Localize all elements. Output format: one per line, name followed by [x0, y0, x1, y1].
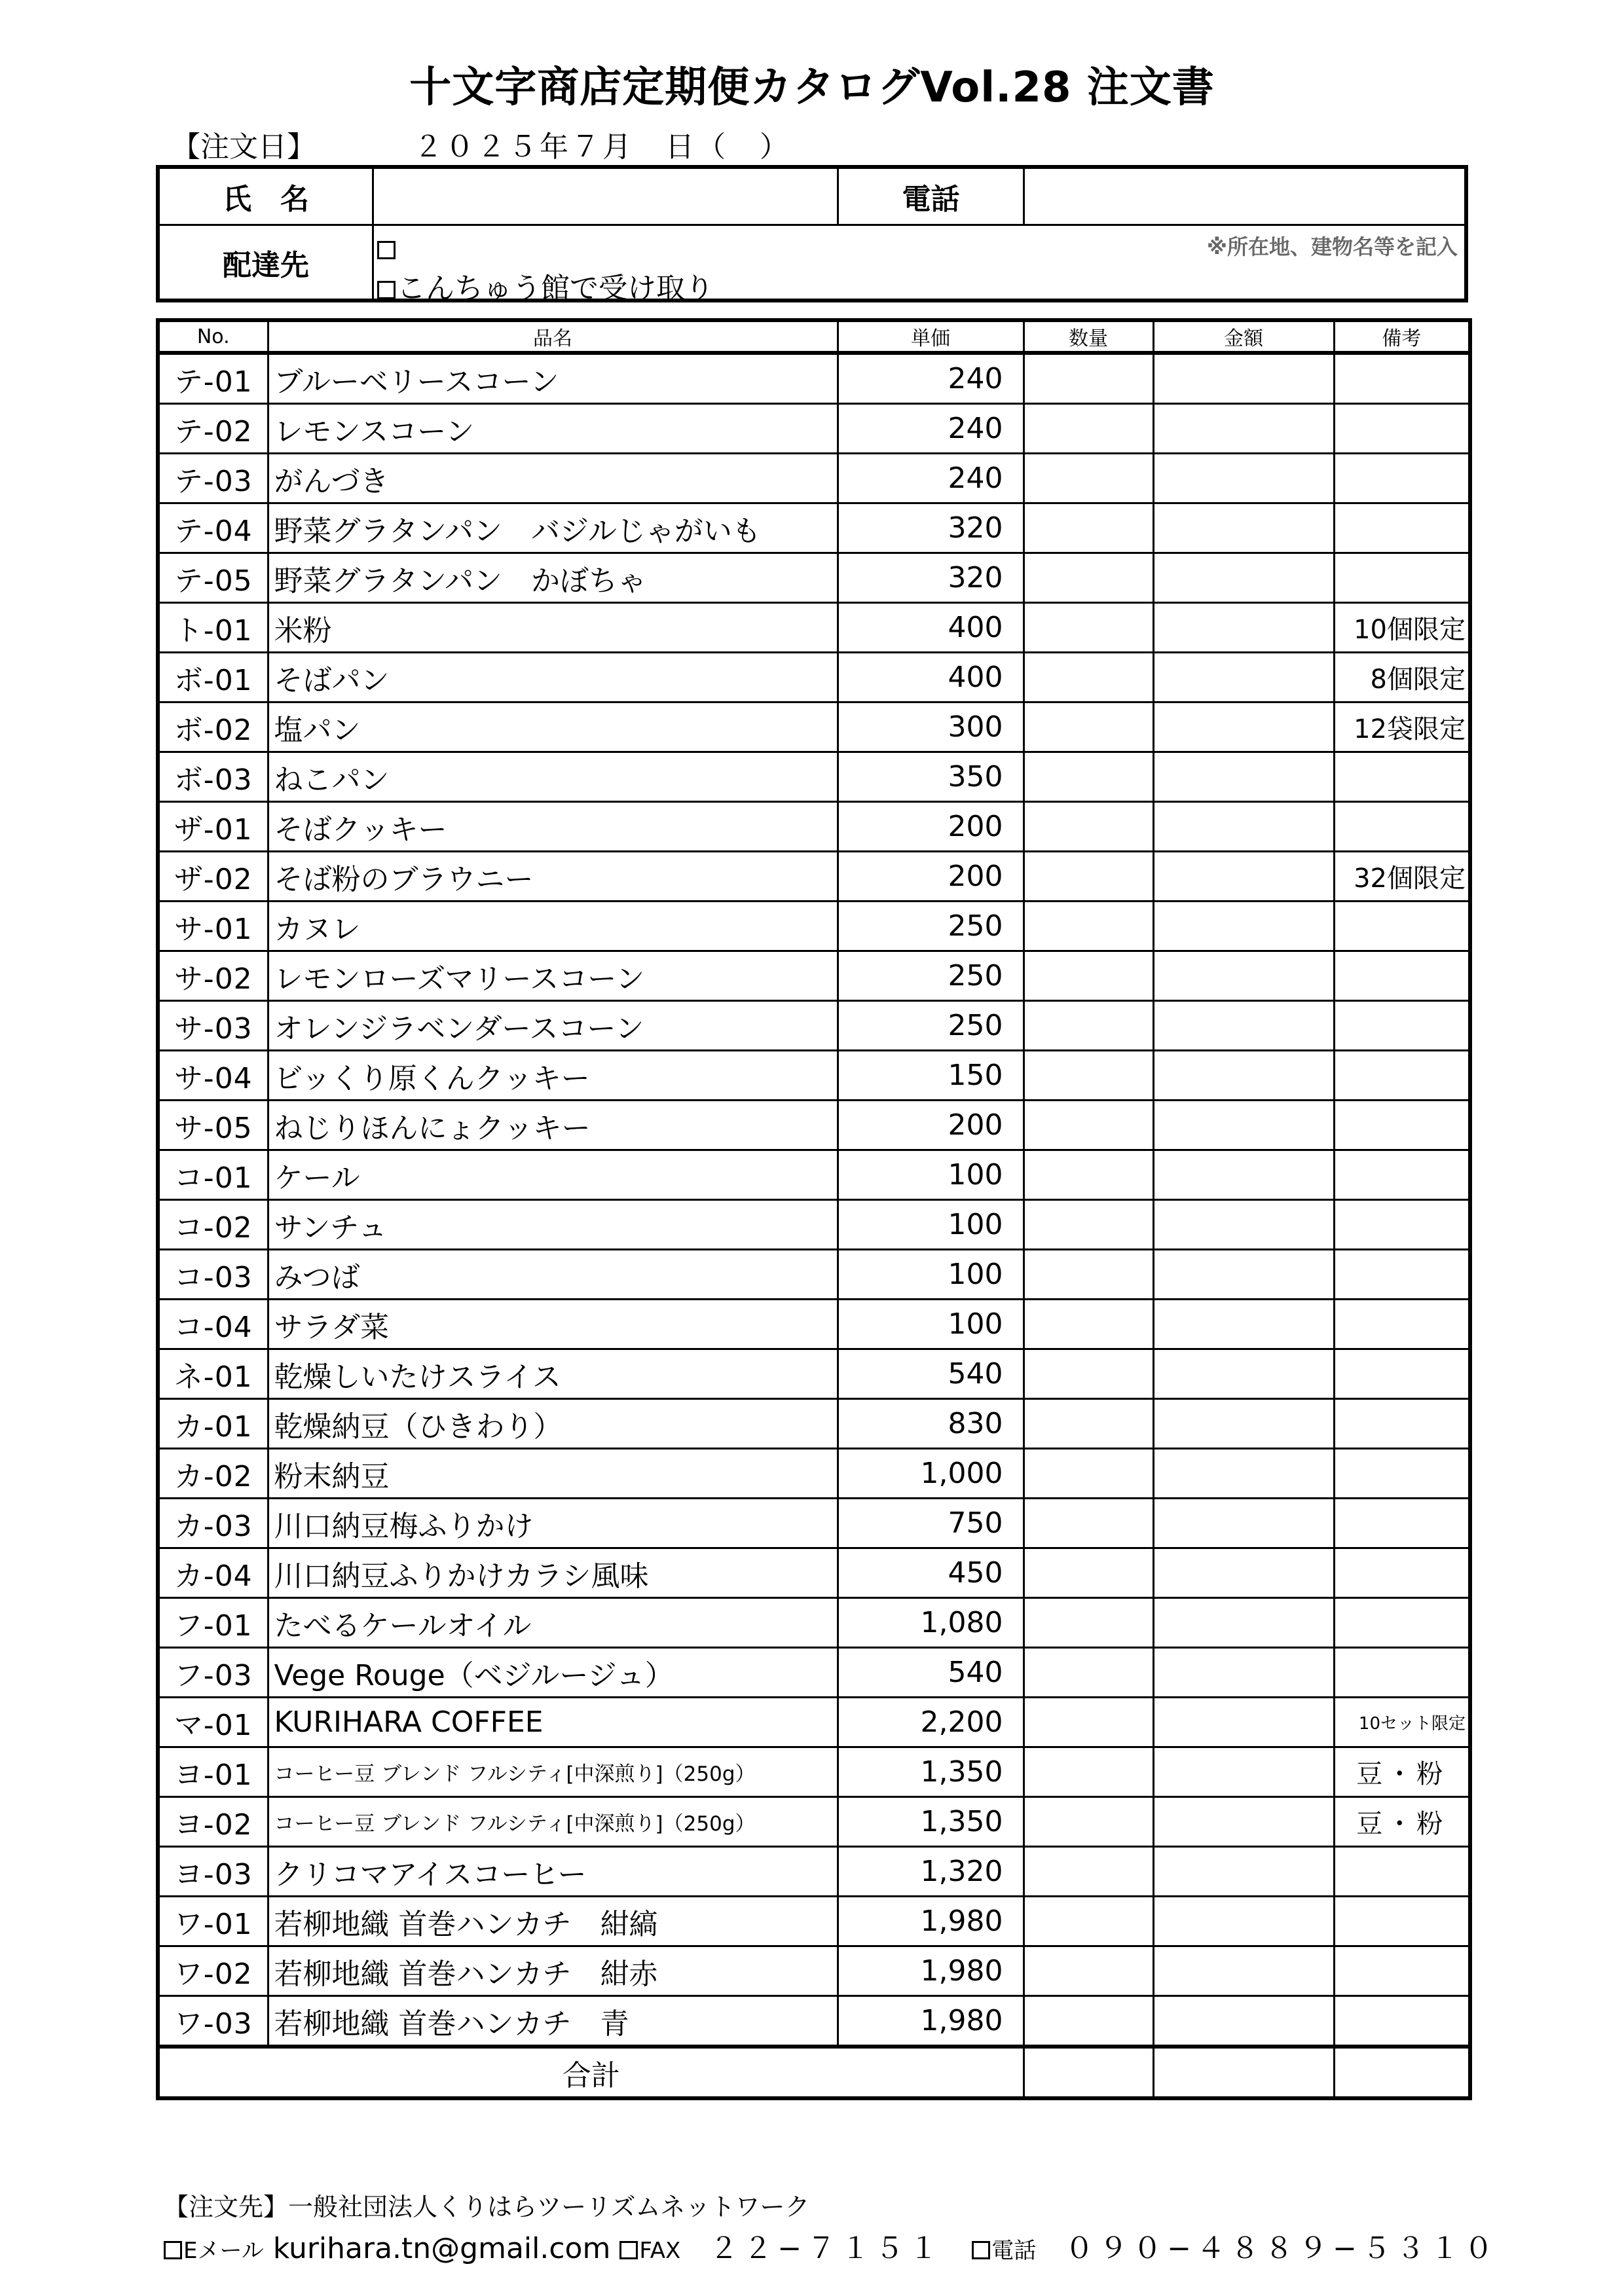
header-name: 品名: [268, 320, 838, 353]
item-qty-cell[interactable]: [1024, 1698, 1153, 1747]
table-row: [158, 1996, 1470, 2047]
item-qty-cell[interactable]: [1024, 1897, 1153, 1946]
item-name: 野菜グラタンパン かぼちゃ: [268, 553, 838, 603]
item-qty-cell[interactable]: [1024, 1946, 1153, 1996]
item-amount-cell[interactable]: [1153, 1598, 1334, 1648]
item-no: コ-03: [158, 1250, 268, 1300]
item-amount-cell[interactable]: [1153, 1996, 1334, 2047]
total-qty-cell[interactable]: [1024, 2047, 1153, 2098]
item-name: コーヒー豆 ブレンド フルシティ[中深煎り]（250g）: [268, 1747, 838, 1797]
item-no: カ-02: [158, 1449, 268, 1499]
item-no: フ-03: [158, 1648, 268, 1698]
order-date-value[interactable]: ２０２５年７月 日（ ）: [414, 130, 791, 164]
item-amount-cell[interactable]: [1153, 1698, 1334, 1747]
table-row: [158, 1150, 1470, 1200]
item-name: そば粉のブラウニー: [268, 852, 838, 902]
item-qty-cell[interactable]: [1024, 1449, 1153, 1499]
table-row: [158, 1051, 1470, 1101]
item-note: [1334, 1996, 1470, 2047]
table-row: [158, 752, 1470, 802]
item-price: 1,980: [838, 1897, 1024, 1946]
item-amount-cell[interactable]: [1153, 653, 1334, 702]
item-note: [1334, 1548, 1470, 1598]
item-amount-cell[interactable]: [1153, 702, 1334, 752]
item-qty-cell[interactable]: [1024, 1996, 1153, 2047]
item-amount-cell[interactable]: [1153, 503, 1334, 553]
item-no: ヨ-01: [158, 1747, 268, 1797]
item-note: [1334, 1449, 1470, 1499]
item-amount-cell[interactable]: [1153, 1747, 1334, 1797]
pickup-option-label: こんちゅう館で受け取り: [397, 272, 714, 305]
item-note: [1334, 902, 1470, 951]
total-row: [158, 2047, 1470, 2098]
table-row: [158, 1001, 1470, 1051]
item-no: ザ-02: [158, 852, 268, 902]
item-price: 300: [838, 702, 1024, 752]
item-note: 32個限定: [1334, 852, 1470, 902]
item-no: ワ-02: [158, 1946, 268, 1996]
order-date: [172, 123, 791, 165]
checkbox-icon[interactable]: [377, 281, 396, 299]
item-qty-cell[interactable]: [1024, 653, 1153, 702]
item-no: ボ-02: [158, 702, 268, 752]
item-price: 100: [838, 1300, 1024, 1349]
item-name: ねじりほんにょクッキー: [268, 1101, 838, 1150]
item-note: [1334, 1051, 1470, 1101]
item-name: 若柳地織 首巻ハンカチ 青: [268, 1996, 838, 2047]
header-no: No.: [158, 320, 268, 353]
item-price: 1,980: [838, 1946, 1024, 1996]
page-title: 十文字商店定期便カタログVol.28 注文書: [409, 64, 1215, 112]
item-price: 250: [838, 1001, 1024, 1051]
name-field[interactable]: [374, 169, 837, 224]
phone-contact-label: 電話: [991, 2238, 1037, 2264]
item-price: 400: [838, 653, 1024, 702]
item-name: 川口納豆梅ふりかけ: [268, 1499, 838, 1548]
phone-label: 電話: [902, 183, 960, 216]
item-qty-cell[interactable]: [1024, 1051, 1153, 1101]
item-name: 粉末納豆: [268, 1449, 838, 1499]
total-note-cell: [1334, 2047, 1470, 2098]
item-no: フ-01: [158, 1598, 268, 1648]
table-row: [158, 503, 1470, 553]
table-row: [158, 902, 1470, 951]
item-qty-cell[interactable]: [1024, 553, 1153, 603]
item-no: サ-04: [158, 1051, 268, 1101]
item-name: みつば: [268, 1250, 838, 1300]
item-note: 10個限定: [1334, 603, 1470, 653]
table-row: [158, 1250, 1470, 1300]
item-price: 320: [838, 553, 1024, 603]
item-amount-cell[interactable]: [1153, 1051, 1334, 1101]
item-name: そばクッキー: [268, 802, 838, 852]
header-qty: 数量: [1024, 320, 1153, 353]
item-no: テ-04: [158, 503, 268, 553]
item-amount-cell[interactable]: [1153, 1300, 1334, 1349]
total-label: 合計: [158, 2047, 1024, 2098]
item-no: ボ-01: [158, 653, 268, 702]
item-qty-cell[interactable]: [1024, 852, 1153, 902]
item-note: [1334, 553, 1470, 603]
item-qty-cell[interactable]: [1024, 1648, 1153, 1698]
table-row: [158, 1548, 1470, 1598]
item-price: 2,200: [838, 1698, 1024, 1747]
table-row: [158, 702, 1470, 752]
item-amount-cell[interactable]: [1153, 404, 1334, 454]
contact-line: [164, 2225, 1498, 2267]
item-name: Vege Rouge（ベジルージュ）: [268, 1648, 838, 1698]
item-name: 乾燥納豆（ひきわり）: [268, 1399, 838, 1449]
item-price: 750: [838, 1499, 1024, 1548]
item-price: 540: [838, 1349, 1024, 1399]
item-note: [1334, 1001, 1470, 1051]
item-qty-cell[interactable]: [1024, 1150, 1153, 1200]
item-name: 若柳地織 首巻ハンカチ 紺赤: [268, 1946, 838, 1996]
item-note: [1334, 1648, 1470, 1698]
item-amount-cell[interactable]: [1153, 353, 1334, 404]
table-header-row: [158, 320, 1470, 353]
item-name: がんづき: [268, 454, 838, 503]
table-row: [158, 1698, 1470, 1747]
item-note: 10セット限定: [1334, 1698, 1470, 1747]
item-no: テ-03: [158, 454, 268, 503]
item-name: コーヒー豆 ブレンド フルシティ[中深煎り]（250g）: [268, 1797, 838, 1847]
item-price: 100: [838, 1250, 1024, 1300]
item-qty-cell[interactable]: [1024, 1598, 1153, 1648]
item-price: 150: [838, 1051, 1024, 1101]
item-amount-cell[interactable]: [1153, 1499, 1334, 1548]
item-name: サラダ菜: [268, 1300, 838, 1349]
item-qty-cell[interactable]: [1024, 702, 1153, 752]
item-qty-cell[interactable]: [1024, 1499, 1153, 1548]
item-qty-cell[interactable]: [1024, 1349, 1153, 1399]
table-row: [158, 1847, 1470, 1897]
item-no: ワ-03: [158, 1996, 268, 2047]
item-qty-cell[interactable]: [1024, 1250, 1153, 1300]
item-name: たべるケールオイル: [268, 1598, 838, 1648]
item-amount-cell[interactable]: [1153, 1648, 1334, 1698]
phone-field[interactable]: [1025, 169, 1464, 224]
item-no: サ-02: [158, 951, 268, 1001]
item-amount-cell[interactable]: [1153, 1449, 1334, 1499]
header-note: 備考: [1334, 320, 1470, 353]
item-amount-cell[interactable]: [1153, 1349, 1334, 1399]
item-note: [1334, 951, 1470, 1001]
item-amount-cell[interactable]: [1153, 852, 1334, 902]
item-name: ビッくり原くんクッキー: [268, 1051, 838, 1101]
item-note: 8個限定: [1334, 653, 1470, 702]
item-price: 200: [838, 852, 1024, 902]
order-date-label: 【注文日】: [172, 130, 316, 164]
item-price: 320: [838, 503, 1024, 553]
item-qty-cell[interactable]: [1024, 503, 1153, 553]
item-qty-cell[interactable]: [1024, 1399, 1153, 1449]
item-amount-cell[interactable]: [1153, 603, 1334, 653]
item-price: 250: [838, 902, 1024, 951]
table-row: [158, 353, 1470, 404]
item-note: [1334, 1300, 1470, 1349]
item-amount-cell[interactable]: [1153, 1001, 1334, 1051]
table-row: [158, 1598, 1470, 1648]
table-row: [158, 1797, 1470, 1847]
item-amount-cell[interactable]: [1153, 1847, 1334, 1897]
item-price: 100: [838, 1150, 1024, 1200]
table-row: [158, 1200, 1470, 1250]
item-no: ヨ-02: [158, 1797, 268, 1847]
item-price: 250: [838, 951, 1024, 1001]
item-name: ねこパン: [268, 752, 838, 802]
item-no: カ-01: [158, 1399, 268, 1449]
item-name: ケール: [268, 1150, 838, 1200]
item-qty-cell[interactable]: [1024, 802, 1153, 852]
item-note: [1334, 353, 1470, 404]
table-row: [158, 852, 1470, 902]
table-row: [158, 1897, 1470, 1946]
item-name: 乾燥しいたけスライス: [268, 1349, 838, 1399]
item-name: ブルーベリースコーン: [268, 353, 838, 404]
item-price: 1,080: [838, 1598, 1024, 1648]
item-amount-cell[interactable]: [1153, 902, 1334, 951]
table-row: [158, 802, 1470, 852]
item-no: コ-04: [158, 1300, 268, 1349]
item-no: コ-02: [158, 1200, 268, 1250]
item-price: 1,350: [838, 1747, 1024, 1797]
item-note: [1334, 1399, 1470, 1449]
item-qty-cell[interactable]: [1024, 752, 1153, 802]
item-qty-cell[interactable]: [1024, 1300, 1153, 1349]
total-amount-cell[interactable]: [1153, 2047, 1334, 2098]
item-price: 350: [838, 752, 1024, 802]
item-note: [1334, 802, 1470, 852]
item-no: ワ-01: [158, 1897, 268, 1946]
item-note: 豆・粉: [1334, 1797, 1470, 1847]
item-no: ヨ-03: [158, 1847, 268, 1897]
item-amount-cell[interactable]: [1153, 1946, 1334, 1996]
table-row: [158, 1101, 1470, 1150]
item-note: 豆・粉: [1334, 1747, 1470, 1797]
table-row: [158, 1449, 1470, 1499]
item-no: テ-02: [158, 404, 268, 454]
delivery-note: ※所在地、建物名等を記入: [1206, 234, 1458, 259]
item-price: 200: [838, 802, 1024, 852]
item-note: [1334, 1847, 1470, 1897]
item-name: クリコマアイスコーヒー: [268, 1847, 838, 1897]
item-amount-cell[interactable]: [1153, 1150, 1334, 1200]
order-to: 【注文先】一般社団法人くりはらツーリズムネットワーク: [164, 2193, 810, 2221]
item-amount-cell[interactable]: [1153, 951, 1334, 1001]
item-name: オレンジラベンダースコーン: [268, 1001, 838, 1051]
item-price: 240: [838, 404, 1024, 454]
table-row: [158, 653, 1470, 702]
item-no: カ-03: [158, 1499, 268, 1548]
item-no: マ-01: [158, 1698, 268, 1747]
customer-info-box: [156, 165, 1468, 305]
item-note: [1334, 1101, 1470, 1150]
item-qty-cell[interactable]: [1024, 1797, 1153, 1847]
item-qty-cell[interactable]: [1024, 404, 1153, 454]
item-note: 12袋限定: [1334, 702, 1470, 752]
item-name: KURIHARA COFFEE: [268, 1698, 838, 1747]
item-qty-cell[interactable]: [1024, 1847, 1153, 1897]
checkbox-icon: [619, 2241, 638, 2259]
table-row: [158, 951, 1470, 1001]
item-qty-cell[interactable]: [1024, 1001, 1153, 1051]
item-no: サ-05: [158, 1101, 268, 1150]
email-value[interactable]: kurihara.tn@gmail.com: [272, 2232, 611, 2265]
item-price: 400: [838, 603, 1024, 653]
item-qty-cell[interactable]: [1024, 1101, 1153, 1150]
item-name: 米粉: [268, 603, 838, 653]
item-name: カヌレ: [268, 902, 838, 951]
item-price: 200: [838, 1101, 1024, 1150]
item-price: 450: [838, 1548, 1024, 1598]
item-note: [1334, 1499, 1470, 1548]
table-row: [158, 1349, 1470, 1399]
table-row: [158, 1946, 1470, 1996]
item-name: そばパン: [268, 653, 838, 702]
checkbox-icon[interactable]: [377, 241, 396, 259]
order-table: [156, 318, 1472, 2100]
item-price: 1,350: [838, 1797, 1024, 1847]
item-amount-cell[interactable]: [1153, 1200, 1334, 1250]
phone-contact-value: ０９０−４８８９−５３１０: [1065, 2232, 1498, 2265]
item-no: ネ-01: [158, 1349, 268, 1399]
item-name: サンチュ: [268, 1200, 838, 1250]
item-note: [1334, 404, 1470, 454]
item-qty-cell[interactable]: [1024, 902, 1153, 951]
item-qty-cell[interactable]: [1024, 454, 1153, 503]
item-note: [1334, 1349, 1470, 1399]
item-price: 240: [838, 353, 1024, 404]
item-note: [1334, 454, 1470, 503]
item-note: [1334, 1200, 1470, 1250]
item-price: 100: [838, 1200, 1024, 1250]
table-row: [158, 1399, 1470, 1449]
item-qty-cell[interactable]: [1024, 951, 1153, 1001]
item-no: コ-01: [158, 1150, 268, 1200]
item-no: サ-03: [158, 1001, 268, 1051]
fax-value: ２２−７１５１: [709, 2232, 944, 2265]
item-note: [1334, 752, 1470, 802]
delivery-label: 配達先: [223, 248, 309, 282]
header-amount: 金額: [1153, 320, 1334, 353]
item-no: カ-04: [158, 1548, 268, 1598]
item-note: [1334, 1598, 1470, 1648]
item-price: 1,980: [838, 1996, 1024, 2047]
table-row: [158, 1648, 1470, 1698]
item-price: 1,000: [838, 1449, 1024, 1499]
item-price: 830: [838, 1399, 1024, 1449]
checkbox-icon: [164, 2241, 182, 2259]
item-name: 川口納豆ふりかけカラシ風味: [268, 1548, 838, 1598]
table-row: [158, 553, 1470, 603]
item-amount-cell[interactable]: [1153, 1548, 1334, 1598]
item-no: テ-05: [158, 553, 268, 603]
item-no: ト-01: [158, 603, 268, 653]
table-row: [158, 454, 1470, 503]
checkbox-icon: [972, 2241, 990, 2259]
item-qty-cell[interactable]: [1024, 1747, 1153, 1797]
item-qty-cell[interactable]: [1024, 353, 1153, 404]
fax-label: FAX: [639, 2238, 681, 2264]
name-label: 氏 名: [223, 183, 309, 216]
item-name: 塩パン: [268, 702, 838, 752]
item-name: レモンスコーン: [268, 404, 838, 454]
table-row: [158, 1300, 1470, 1349]
item-amount-cell[interactable]: [1153, 1250, 1334, 1300]
header-price: 単価: [838, 320, 1024, 353]
table-row: [158, 404, 1470, 454]
item-price: 240: [838, 454, 1024, 503]
item-price: 1,320: [838, 1847, 1024, 1897]
item-name: 若柳地織 首巻ハンカチ 紺縞: [268, 1897, 838, 1946]
item-no: テ-01: [158, 353, 268, 404]
email-label: Eメール: [183, 2238, 264, 2264]
item-no: ザ-01: [158, 802, 268, 852]
delivery-field: [377, 229, 1458, 305]
item-qty-cell[interactable]: [1024, 1200, 1153, 1250]
item-name: レモンローズマリースコーン: [268, 951, 838, 1001]
item-qty-cell[interactable]: [1024, 603, 1153, 653]
item-note: [1334, 503, 1470, 553]
item-amount-cell[interactable]: [1153, 802, 1334, 852]
item-qty-cell[interactable]: [1024, 1548, 1153, 1598]
item-no: サ-01: [158, 902, 268, 951]
table-row: [158, 1499, 1470, 1548]
item-amount-cell[interactable]: [1153, 1101, 1334, 1150]
item-name: 野菜グラタンパン バジルじゃがいも: [268, 503, 838, 553]
item-amount-cell[interactable]: [1153, 1897, 1334, 1946]
item-note: [1334, 1897, 1470, 1946]
table-row: [158, 1747, 1470, 1797]
pickup-option[interactable]: [377, 264, 714, 306]
item-note: [1334, 1946, 1470, 1996]
item-price: 540: [838, 1648, 1024, 1698]
item-no: ボ-03: [158, 752, 268, 802]
table-row: [158, 603, 1470, 653]
item-note: [1334, 1150, 1470, 1200]
address-option[interactable]: [377, 232, 397, 265]
item-amount-cell[interactable]: [1153, 553, 1334, 603]
item-amount-cell[interactable]: [1153, 454, 1334, 503]
item-amount-cell[interactable]: [1153, 1797, 1334, 1847]
item-note: [1334, 1250, 1470, 1300]
item-amount-cell[interactable]: [1153, 1399, 1334, 1449]
item-amount-cell[interactable]: [1153, 752, 1334, 802]
